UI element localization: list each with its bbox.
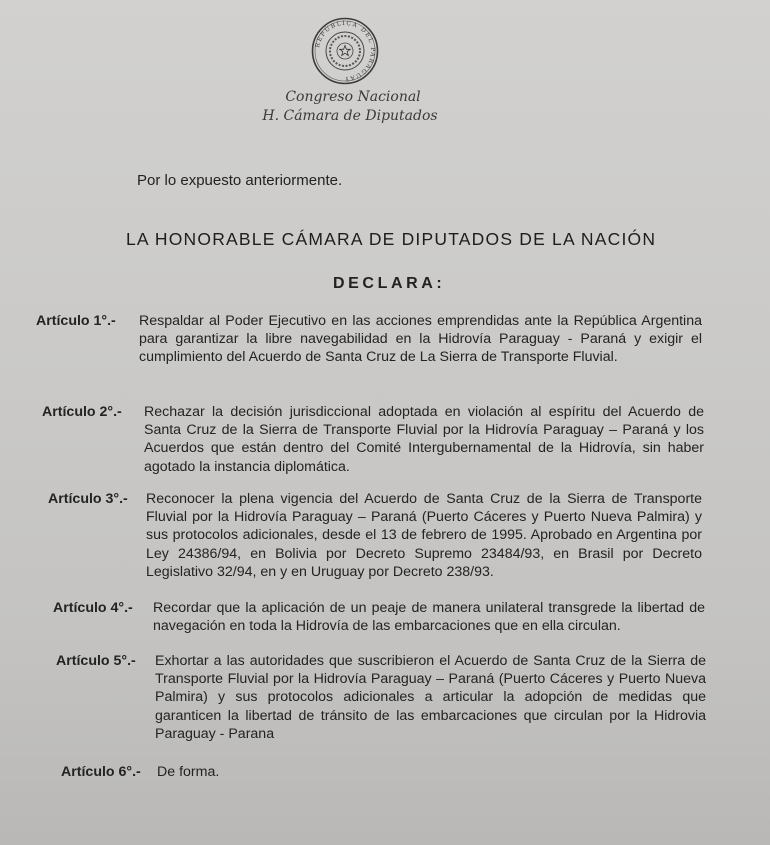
article-3 xyxy=(48,490,702,581)
article-6 xyxy=(61,763,219,781)
article-label: Artículo 1°.- xyxy=(36,313,116,329)
seal-icon xyxy=(311,17,379,85)
chamber-title: LA HONORABLE CÁMARA DE DIPUTADOS DE LA NACIÓN xyxy=(126,229,657,249)
article-label: Artículo 3°.- xyxy=(48,491,128,507)
article-text: Respaldar al Poder Ejecutivo en las acciones emprendidas ante la República Argentina para garantizar la libre navegabilidad en la Hidrovía Paraguay - Paraná y exigir el cumplimiento del Acuerdo de Santa Cruz de La Sierra de Transporte Fluvial. xyxy=(139,313,702,366)
article-5 xyxy=(56,652,706,743)
article-text: Recordar que la aplicación de un peaje de manera unilateral transgrede la libertad de navegación en toda la Hidrovía de las embarcaciones que en ella circulan. xyxy=(153,600,705,635)
intro-text: Por lo expuesto anteriormente. xyxy=(137,172,343,189)
article-label: Artículo 6°.- xyxy=(61,764,141,780)
letterhead-camara: H. Cámara de Diputados xyxy=(262,108,438,124)
article-4 xyxy=(53,599,705,635)
resolution-word: DECLARA: xyxy=(333,275,446,292)
article-2 xyxy=(42,403,704,476)
letterhead xyxy=(240,88,460,126)
article-text: Reconocer la plena vigencia del Acuerdo de Santa Cruz de la Sierra de Transporte Fluvial por la Hidrovía Paraguay – Paraná (Puerto Cáceres y Puerto Nueva Palmira) y sus protocolos adicionales, desde el 13 de febrero de 1995. Aprobado en Argentina por Ley 24386/94, en Bolivia por Decreto Supremo 23484/93, en Brasil por Decreto Legislativo 32/94, en y en Uruguay por Decreto 238/93. xyxy=(146,491,702,580)
article-text: De forma. xyxy=(157,764,220,780)
article-label: Artículo 5°.- xyxy=(56,653,136,669)
article-text: Rechazar la decisión jurisdiccional adoptada en violación al espíritu del Acuerdo de Santa Cruz de la Sierra de Transporte Fluvial por la Hidrovía Paraguay – Paraná y los Acuerdos que están dentro del Comité Intergubernamental de la Hidrovía, sin haber agotado la instancia diplomática. xyxy=(144,404,704,475)
article-label: Artículo 2°.- xyxy=(42,404,122,420)
letterhead-congreso: Congreso Nacional xyxy=(285,89,421,105)
svg-text:REPÚBLICA DEL PARAGUAY: REPÚBLICA DEL PARAGUAY xyxy=(314,19,377,83)
article-label: Artículo 4°.- xyxy=(53,600,133,616)
article-text: Exhortar a las autoridades que suscribieron el Acuerdo de Santa Cruz de la Sierra de Transporte Fluvial por la Hidrovía Paraguay – Paraná (Puerto Cáceres y Puerto Nueva Palmira) y sus protocolos adicionales a articular la adopción de medidas que garanticen la libertad de tránsito de las embarcaciones que circulan por la Hidrovia Paraguay - Parana xyxy=(155,653,706,742)
article-1 xyxy=(36,312,702,367)
